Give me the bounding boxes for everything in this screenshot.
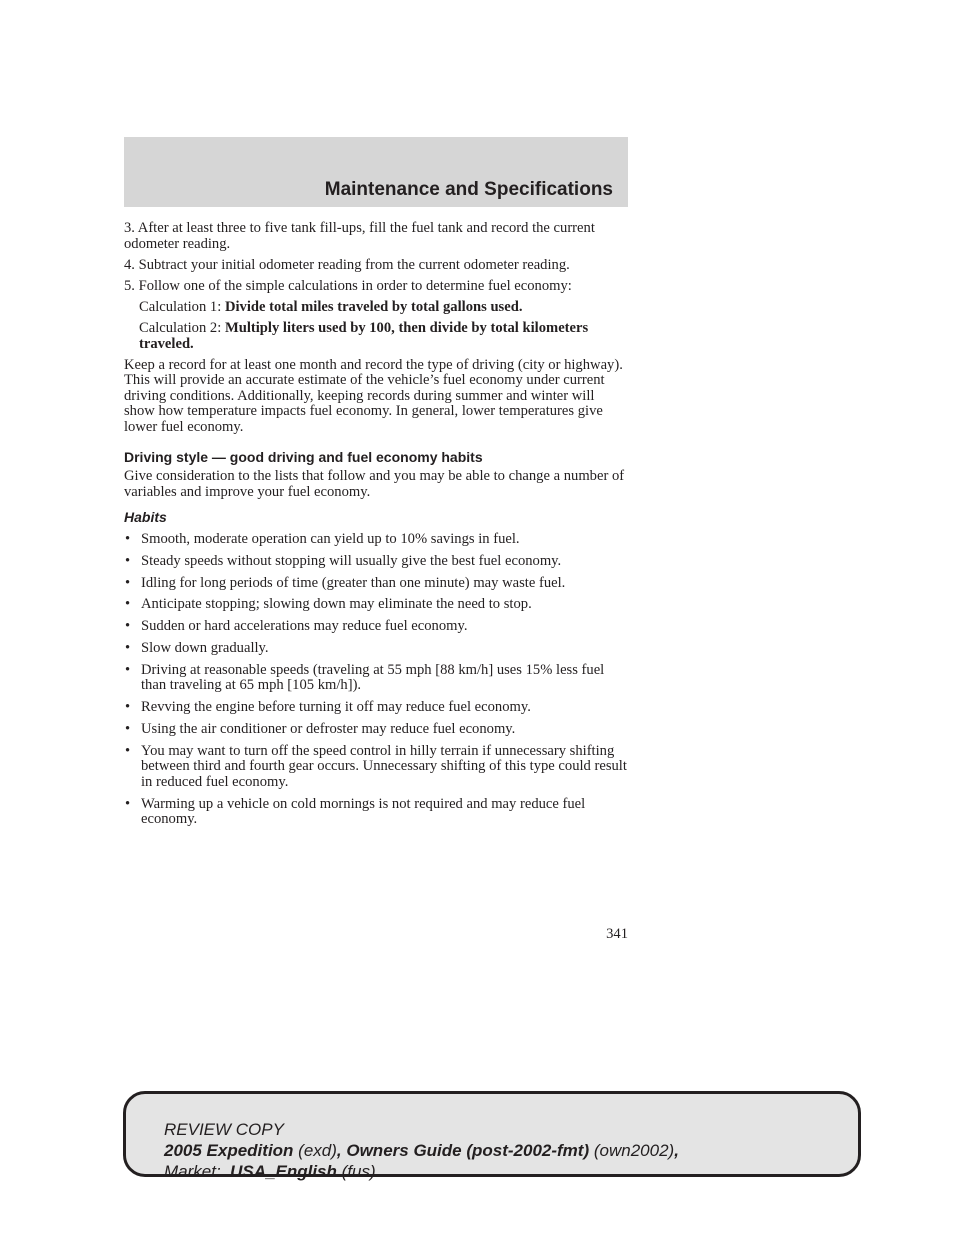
driving-style-intro: Give consideration to the lists that follow and you may be able to change a number of variables and improve your fuel economy. xyxy=(124,468,625,500)
bullet-icon: • xyxy=(125,720,131,737)
list-item: • Steady speeds without stopping will usually give the best fuel economy. xyxy=(125,552,562,569)
habits-list xyxy=(124,532,628,828)
footer-market-line xyxy=(164,1161,679,1182)
page-content xyxy=(124,221,628,834)
bullet-icon: • xyxy=(125,552,131,569)
calculation-1-text: Divide total miles traveled by total gallons used. xyxy=(224,298,523,315)
footer-market: USA_English xyxy=(230,1162,337,1181)
footer-doc-line: 2005 Expedition (exd), Owners Guide (post-2002-fmt) (own2002), xyxy=(164,1141,679,1160)
calculation-2 xyxy=(139,321,628,352)
record-paragraph: Keep a record for at least one month and record the type of driving (city or highway). This will provide an accurate estimate of the vehicle’s fuel economy under current driving conditions. Additionally, keeping records during summer and winter will show how temperature impacts fuel economy. In general, lower temperatures give lower fuel economy. xyxy=(124,356,623,436)
list-item: • Warming up a vehicle on cold mornings is not required and may reduce fuel economy. xyxy=(125,795,586,828)
review-footer xyxy=(123,1091,861,1181)
bullet-icon: • xyxy=(125,618,131,635)
bullet-icon: • xyxy=(125,661,131,678)
bullet-icon: • xyxy=(125,639,131,656)
list-item: • Anticipate stopping; slowing down may eliminate the need to stop. xyxy=(125,596,532,613)
bullet-icon: • xyxy=(125,795,131,812)
bullet-icon: • xyxy=(125,596,131,613)
bullet-icon: • xyxy=(125,574,131,591)
list-item: • Sudden or hard accelerations may reduce fuel economy. xyxy=(125,618,468,635)
section-header-band xyxy=(124,137,628,207)
footer-guide-code: (own2002) xyxy=(593,1141,675,1160)
list-item: • Idling for long periods of time (greater than one minute) may waste fuel. xyxy=(125,574,566,591)
footer-market-label: Market: xyxy=(164,1162,221,1181)
list-item: • Revving the engine before turning it off may reduce fuel economy. xyxy=(125,699,531,716)
bullet-icon: • xyxy=(125,742,131,759)
step-5: 5. Follow one of the simple calculations in order to determine fuel economy: xyxy=(124,277,572,294)
step-4: 4. Subtract your initial odometer reading from the current odometer reading. xyxy=(124,256,570,273)
bullet-icon: • xyxy=(125,699,131,716)
footer-market-code: (fus) xyxy=(341,1162,376,1181)
footer-guide: Owners Guide (post-2002-fmt) xyxy=(346,1141,590,1160)
list-item: • Driving at reasonable speeds (traveling at 55 mph [88 km/h] uses 15% less fuel than traveling at 65 mph [105 km/h]). xyxy=(125,661,605,694)
section-title: Maintenance and Specifications xyxy=(324,179,613,200)
calculation-1-label: Calculation 1: xyxy=(139,298,222,315)
list-item: • Using the air conditioner or defroster may reduce fuel economy. xyxy=(125,720,516,737)
habits-heading: Habits xyxy=(124,509,167,526)
footer-model-code: (exd) xyxy=(298,1141,337,1160)
review-copy-label: REVIEW COPY xyxy=(164,1120,284,1139)
list-item: • Smooth, moderate operation can yield up to 10% savings in fuel. xyxy=(125,531,520,547)
footer-text xyxy=(164,1119,679,1182)
calculation-1 xyxy=(139,300,628,316)
list-item: • Slow down gradually. xyxy=(125,639,269,656)
bullet-icon: • xyxy=(125,531,131,547)
page-number: 341 xyxy=(606,926,628,942)
list-item: • You may want to turn off the speed control in hilly terrain if unnecessary shifting between third and fourth gear occurs. Unnecessary shifting of this type could result in reduced fuel economy. xyxy=(125,742,627,790)
driving-style-heading: Driving style — good driving and fuel economy habits xyxy=(124,448,483,465)
step-3: 3. After at least three to five tank fill-ups, fill the fuel tank and record the current odometer reading. xyxy=(124,220,595,252)
calculation-2-text: Multiply liters used by 100, then divide by total kilometers traveled. xyxy=(139,319,589,352)
footer-model: 2005 Expedition xyxy=(164,1141,294,1160)
calculation-2-label: Calculation 2: xyxy=(139,319,222,336)
